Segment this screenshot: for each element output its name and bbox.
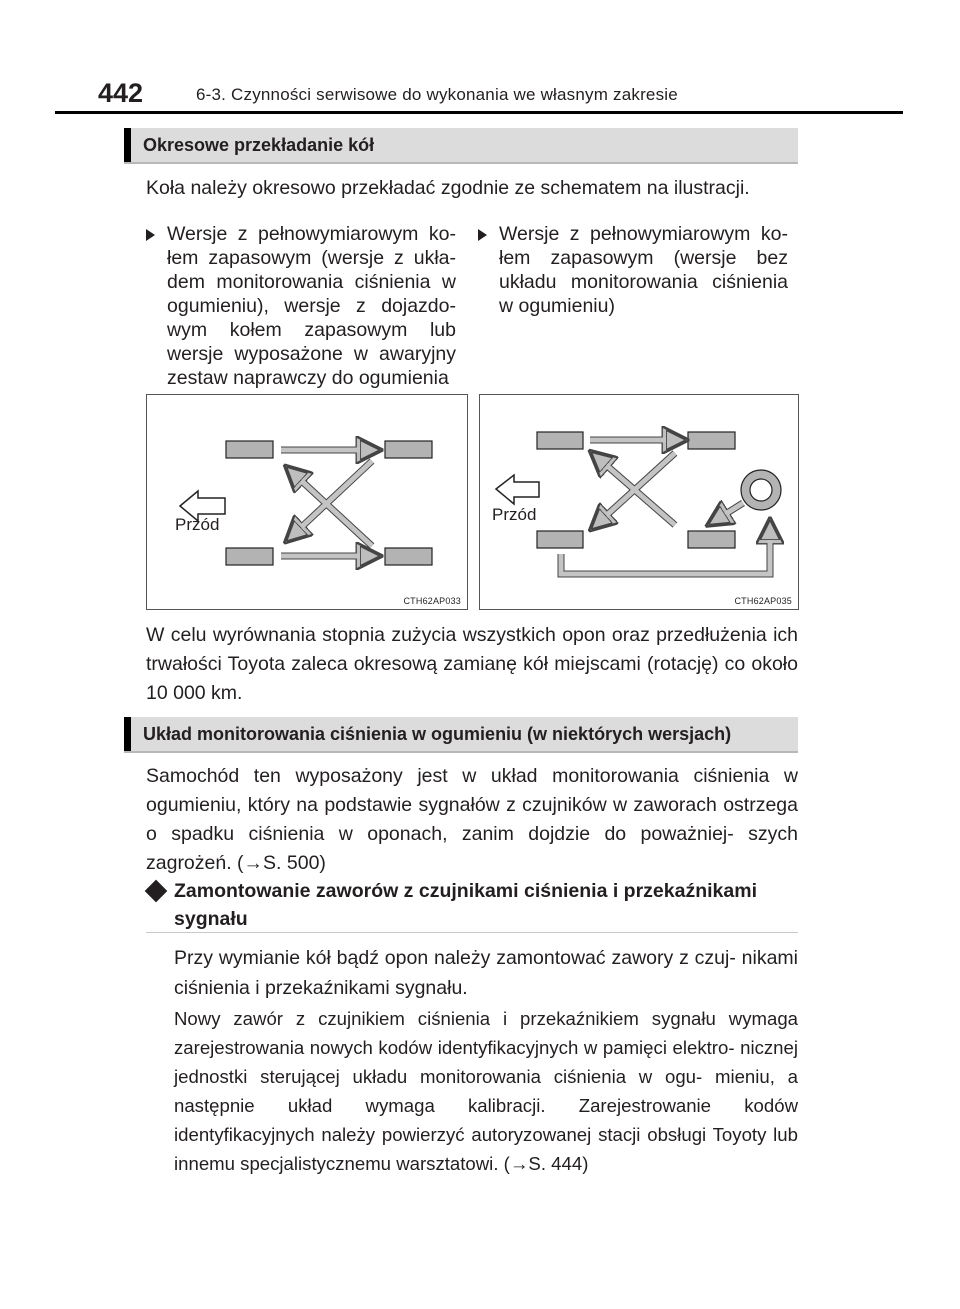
section-title-bar-tpms xyxy=(124,717,798,753)
wheel-rear-right xyxy=(385,548,432,565)
rotation-arrow xyxy=(293,461,372,535)
running-head: 6-3. Czynności serwisowe do wykonania we własnym zakresie xyxy=(196,85,678,104)
rotation-arrow xyxy=(293,473,372,546)
wheel-rear-right xyxy=(688,531,735,548)
front-label: Przód xyxy=(175,515,220,534)
diamond-bullet-icon xyxy=(145,880,168,903)
triangle-bullet-icon xyxy=(146,229,155,241)
wheel-front-right xyxy=(537,531,583,548)
section-marker xyxy=(124,717,131,751)
rotation-diagram-five-wheels xyxy=(479,394,799,610)
wheel-front-left xyxy=(226,441,273,458)
variant-right-description xyxy=(478,222,788,318)
header-rule xyxy=(55,111,903,114)
section-title: Okresowe przekładanie kół xyxy=(143,135,375,155)
rotation-arrow xyxy=(716,503,743,520)
rotation-note-paragraph: W celu wyrównania stopnia zużycia wszystkich opon oraz przedłużenia ich trwałości Toyota zaleca okresową zamianę kół miejscami (rotację) co około 10 000 km. xyxy=(146,624,798,704)
variant-left-description xyxy=(146,222,456,390)
triangle-bullet-icon xyxy=(478,229,487,241)
section-marker xyxy=(124,128,131,162)
sensor-install-paragraph: Przy wymianie kół bądź opon należy zamontować zawory z czuj- nikami ciśnienia i przekaźnikami sygnału. xyxy=(174,947,798,999)
subheading-rule xyxy=(146,932,798,933)
page-header xyxy=(98,78,858,112)
subheading-text: Zamontowanie zaworów z czujnikami ciśnienia i przekaźnikami sygnału xyxy=(174,880,757,930)
five-wheel-rotation-svg xyxy=(480,395,798,609)
four-wheel-rotation-svg xyxy=(147,395,467,609)
sensor-registration-paragraph: Nowy zawór z czujnikiem ciśnienia i przekaźnikiem sygnału wymaga zarejestrowania nowych kodów identyfikacyjnych w pamięci elektro- nicznej jednostki sterującej układu monitorowania ciśnienia w ogu- mieniu, a następnie układ wymaga kalibracji. Zarejestrowanie kodów identyfikacyjnych należy powierzyć autoryzowanej stacji obsługi Toyoty lub innemu specjalistycznemu warsztatowi. (→S. 444) xyxy=(174,1008,798,1174)
page-number: 442 xyxy=(98,78,144,108)
front-label: Przód xyxy=(492,505,537,524)
figure-code: CTH62AP033 xyxy=(403,596,461,606)
wheel-rear-left xyxy=(385,441,432,458)
intro-paragraph: Koła należy okresowo przekładać zgodnie ze schematem na ilustracji. xyxy=(146,177,750,199)
wheel-front-left xyxy=(537,432,583,449)
figure-code: CTH62AP035 xyxy=(734,596,792,606)
section-title-bar-rotation xyxy=(124,128,798,164)
variant-left-text: Wersje z pełnowymiarowym ko- łem zapasowym (wersje z ukła- dem monitorowania ciśnienia w ogumieniu), wersje z dojazdo- wym kołem zapasowym lub wersje wyposażone w awaryjny zestaw naprawczy do ogumienia xyxy=(167,223,456,389)
tpms-paragraph: Samochód ten wyposażony jest w układ monitorowania ciśnienia w ogumieniu, który na podstawie sygnałów z czujników w zaworach ostrzega o spadku ciśnienia w oponach, zanim dojdzie do poważniej- szych zagrożeń. (→S. 500) xyxy=(146,765,798,874)
variant-right-text: Wersje z pełnowymiarowym ko- łem zapasowym (wersje bez układu monitorowania ciśnienia w ogumieniu) xyxy=(499,223,788,317)
subheading xyxy=(146,877,798,933)
rotation-arrow-spare-loop xyxy=(561,529,770,574)
front-direction-arrow-icon xyxy=(496,475,539,504)
wheel-front-right xyxy=(226,548,273,565)
section-title: Układ monitorowania ciśnienia w ogumieniu (w niektórych wersjach) xyxy=(143,724,732,744)
wheel-rear-left xyxy=(688,432,735,449)
rotation-diagram-four-wheels xyxy=(146,394,468,610)
